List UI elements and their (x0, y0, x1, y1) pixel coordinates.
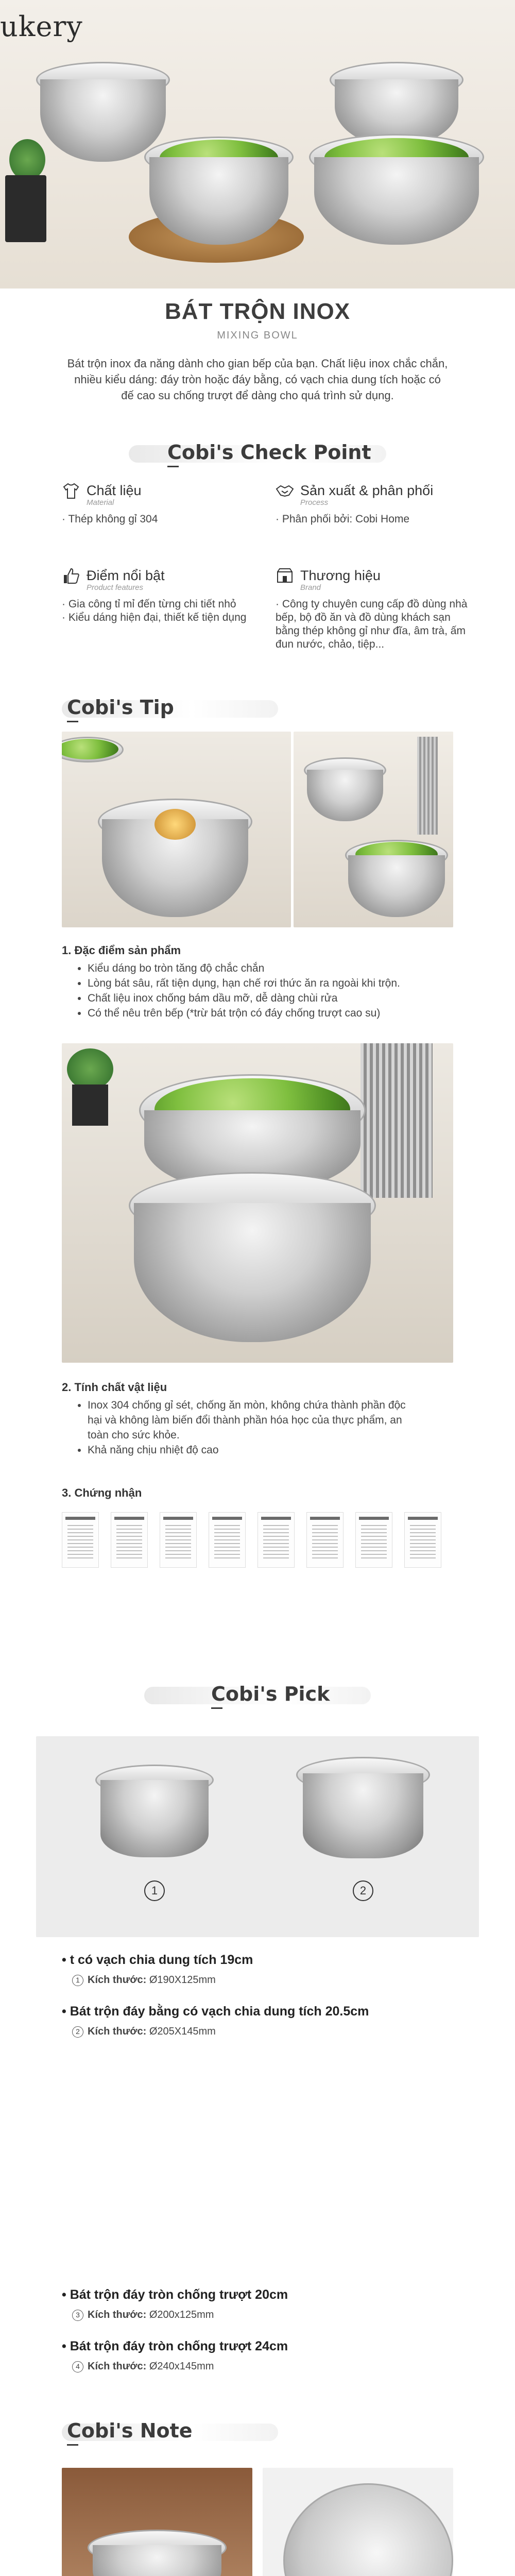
note-photo-rubber-base (62, 2468, 252, 2576)
certificate-image (209, 1512, 246, 1568)
info-features-title: Điểm nổi bật (87, 568, 165, 583)
tip-section-2-title: 2. Tính chất vật liệu (62, 1381, 167, 1394)
check-point-title: Cobi's Check Point (167, 441, 371, 464)
list-item: • Lòng bát sâu, rất tiện dụng, hạn chế rơi thức ăn ra ngoài khi trộn. (88, 976, 448, 991)
thumbs-up-icon (62, 567, 80, 585)
pick-item-1-size-label: Kích thước: (88, 1974, 147, 1986)
pick-title: Cobi's Pick (211, 1683, 330, 1705)
pick-photo-flat-bowls (36, 1736, 479, 1937)
check-point-header (129, 438, 386, 469)
list-item: • Chất liệu inox chống bám dầu mỡ, dễ dàng chùi rửa (88, 991, 448, 1006)
brand-icon (276, 567, 294, 585)
info-features (62, 567, 268, 649)
tip-section-3-title: 3. Chứng nhận (62, 1486, 142, 1499)
certificate-image (355, 1512, 392, 1568)
tip-title: Cobi's Tip (67, 696, 174, 719)
handshake-icon (276, 482, 294, 500)
bullet-icon: • (62, 2004, 70, 2019)
certificate-image (258, 1512, 295, 1568)
pick-header (144, 1680, 371, 1710)
certificate-image (306, 1512, 344, 1568)
certificate-image (62, 1512, 99, 1568)
pick-item-3-size: Ø200x125mm (149, 2309, 214, 2320)
pick-item-1-num: 1 (72, 1975, 83, 1986)
certificates-row (62, 1507, 453, 1574)
product-subtitle: MIXING BOWL (217, 330, 298, 341)
pick-item-4-name: Bát trộn đáy tròn chống trượt 24cm (70, 2339, 288, 2353)
bowl-image-center (144, 137, 294, 250)
bullet-icon: • (62, 2339, 70, 2353)
pick-item-2-num: 2 (72, 2026, 83, 2038)
info-features-sub: Product features (87, 583, 144, 592)
info-material (62, 482, 268, 544)
tip-photo-side (294, 732, 453, 927)
info-features-text: · Gia công tỉ mỉ đến từng chi tiết nhỏ · Kiểu dáng hiện đại, thiết kế tiện dụng (62, 598, 247, 623)
pick-item-1-size: Ø190X125mm (149, 1974, 216, 1986)
tip-photo-wide (62, 1043, 453, 1363)
pick-item-1 (62, 1953, 453, 1994)
certificate-image (111, 1512, 148, 1568)
tip-section-2-list (88, 1398, 407, 1458)
tip-section-1-list (88, 961, 448, 1021)
bowl-image-right-bottom (309, 134, 484, 247)
pick-item-1-name: t có vạch chia dung tích 19cm (70, 1953, 253, 1967)
pick-item-4 (62, 2339, 453, 2380)
info-process-title: Sản xuất & phân phối (300, 483, 434, 498)
product-description: Bát trộn inox đa năng dành cho gian bếp của bạn. Chất liệu inox chắc chắn, nhiều kiểu dáng: đáy tròn hoặc đáy bằng, có vạch chia dung tích hoặc có đế cao su chống trượt để dàng cho quá trình sử dụng. (67, 357, 448, 402)
brand-logo: ukery (0, 10, 83, 43)
info-process-text: · Phân phối bởi: Cobi Home (276, 513, 410, 525)
pick-item-2 (62, 2004, 453, 2045)
list-item: • Có thể nêu trên bếp (*trừ bát trộn có đáy chống trượt cao su) (88, 1006, 448, 1021)
info-process-sub: Process (300, 498, 329, 507)
pick-item-3-num: 3 (72, 2310, 83, 2321)
info-brand-sub: Brand (300, 583, 321, 592)
info-brand (276, 567, 482, 659)
shirt-icon (62, 482, 80, 500)
info-material-text: · Thép không gỉ 304 (62, 513, 158, 525)
info-brand-title: Thương hiệu (300, 568, 381, 583)
certificate-image (160, 1512, 197, 1568)
tip-header (62, 693, 278, 724)
tip-photo-main (62, 732, 291, 927)
pick-item-2-size-label: Kích thước: (88, 2026, 147, 2037)
bullet-icon: • (62, 2287, 70, 2302)
hero-banner (0, 0, 515, 289)
list-item: • Inox 304 chống gỉ sét, chống ăn mòn, không chứa thành phần độc hại và không làm biến đổi thành phần hóa học của thực phẩm, an toàn cho sức khỏe. (88, 1398, 407, 1443)
pick-badge-1: 1 (144, 1880, 165, 1901)
certificate-image (404, 1512, 441, 1568)
list-item: • Kiểu dáng bo tròn tăng độ chắc chắn (88, 961, 448, 976)
info-brand-text: · Công ty chuyên cung cấp đồ dùng nhà bếp, bộ đồ ăn và đồ dùng khách sạn bằng thép không gỉ như đĩa, âm trà, ấm đun nước, chảo, tiệp... (276, 598, 468, 650)
note-photo-round-bottom (263, 2468, 453, 2576)
pick-item-2-name: Bát trộn đáy bằng có vạch chia dung tích 20.5cm (70, 2004, 369, 2019)
info-material-sub: Material (87, 498, 114, 507)
pick-item-3-size-label: Kích thước: (88, 2309, 147, 2320)
pick-item-2-size: Ø205X145mm (149, 2026, 216, 2037)
note-title: Cobi's Note (67, 2419, 193, 2442)
product-title: BÁT TRỘN INOX (164, 299, 351, 324)
bullet-icon: • (62, 1953, 70, 1967)
tip-section-1-title: 1. Đặc điểm sản phẩm (62, 944, 181, 957)
pick-item-4-size-label: Kích thước: (88, 2361, 147, 2372)
pick-badge-2: 2 (353, 1880, 373, 1901)
info-material-title: Chất liệu (87, 483, 142, 498)
pick-item-4-size: Ø240x145mm (149, 2361, 214, 2372)
info-process (276, 482, 482, 544)
list-item: • Khả năng chịu nhiệt độ cao (88, 1443, 407, 1458)
pick-item-3 (62, 2287, 453, 2329)
pick-item-4-num: 4 (72, 2361, 83, 2372)
note-header (62, 2416, 278, 2447)
pick-item-3-name: Bát trộn đáy tròn chống trượt 20cm (70, 2287, 288, 2302)
